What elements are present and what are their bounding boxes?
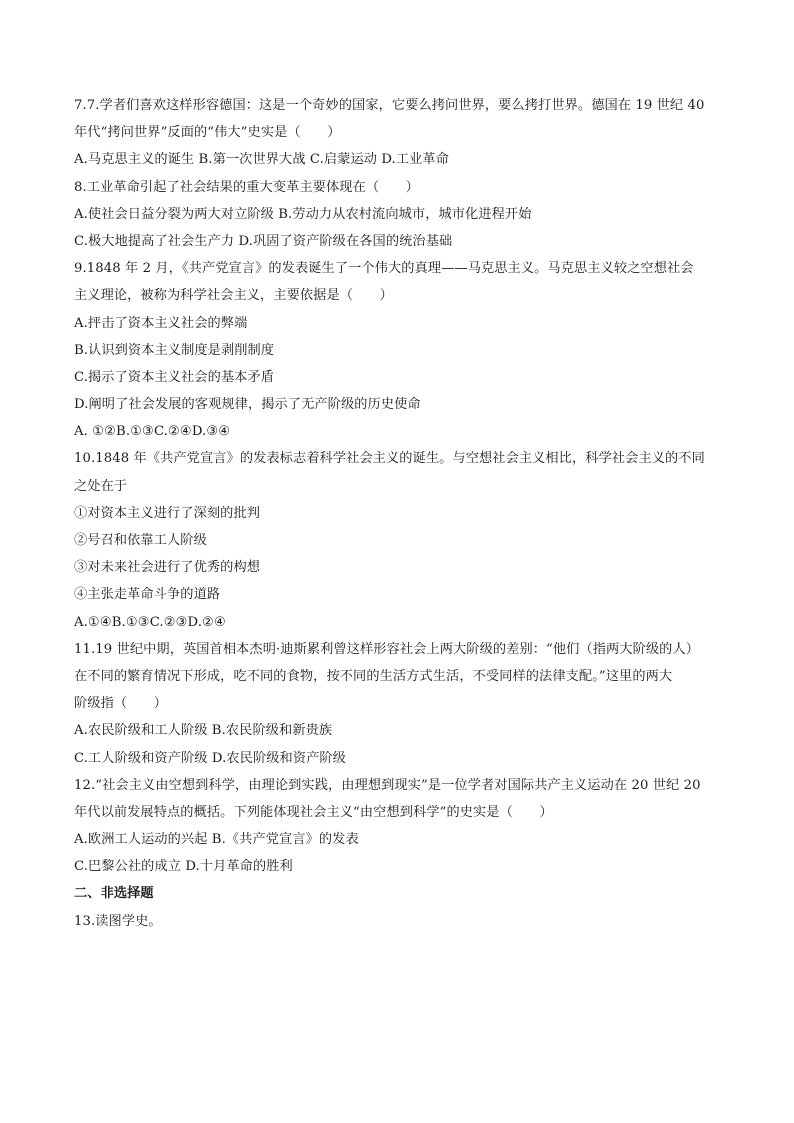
question-9-stem-line-2: 主义理论，被称为科学社会主义，主要依据是（ ） bbox=[74, 288, 393, 304]
question-9-item-b: B.认识到资本主义制度是剥削制度 bbox=[74, 342, 275, 358]
question-11-options-line-2: C.工人阶级和资产阶级 D.农民阶级和资产阶级 bbox=[74, 750, 346, 766]
question-11-options-line-1: A.农民阶级和工人阶级 B.农民阶级和新贵族 bbox=[74, 723, 333, 739]
question-12-options-line-2: C.巴黎公社的成立 D.十月革命的胜利 bbox=[74, 859, 293, 875]
question-10 bbox=[74, 445, 724, 635]
question-10-options: A.①④B.①③C.②③D.②④ bbox=[74, 614, 226, 630]
question-12-options-line-1: A.欧洲工人运动的兴起 B.《共产党宣言》的发表 bbox=[74, 832, 359, 848]
question-9-item-a: A.抨击了资本主义社会的弊端 bbox=[74, 315, 248, 331]
question-10-item-3: ③对未来社会进行了优秀的构想 bbox=[74, 560, 261, 576]
question-9-options: A. ①②B.①③C.②④D.③④ bbox=[74, 424, 231, 440]
question-7-stem-line-2: 年代“拷问世界”反面的“伟大”史实是（ ） bbox=[74, 125, 341, 141]
question-9 bbox=[74, 255, 724, 445]
question-10-item-1: ①对资本主义进行了深刻的批判 bbox=[74, 505, 261, 521]
document-page bbox=[74, 92, 724, 935]
question-9-item-d: D.阐明了社会发展的客观规律，揭示了无产阶级的历史使命 bbox=[74, 397, 421, 413]
question-11 bbox=[74, 636, 724, 772]
question-7-stem-line-1: 7.7.学者们喜欢这样形容德国：这是一个奇妙的国家，它要么拷问世界，要么拷打世界。德国在 19 世纪 40 bbox=[74, 98, 705, 113]
question-12-stem-line-1: 12.“社会主义由空想到科学，由理论到实践，由理想到现实”是一位学者对国际共产主义运动在 20 世纪 20 bbox=[74, 777, 701, 793]
question-8-options-line-1: A.使社会日益分裂为两大对立阶级 B.劳动力从农村流向城市，城市化进程开始 bbox=[74, 206, 532, 222]
question-11-stem-line-1: 11.19 世纪中期，英国首相本杰明·迪斯累利曾这样形容社会上两大阶级的差别：“他们（指两大阶级的人） bbox=[74, 641, 700, 657]
question-10-item-4: ④主张走革命斗争的道路 bbox=[74, 587, 221, 603]
question-10-stem-line-2: 之处在于 bbox=[74, 478, 128, 494]
question-8-stem: 8.工业革命引起了社会结果的重大变革主要体现在（ ） bbox=[74, 179, 419, 195]
question-8-options-line-2: C.极大地提高了社会生产力 D.巩固了资产阶级在各国的统治基础 bbox=[74, 233, 453, 249]
question-7-options: A.马克思主义的诞生 B.第一次世界大战 C.启蒙运动 D.工业革命 bbox=[74, 152, 449, 168]
question-10-stem-line-1: 10.1848 年《共产党宣言》的发表标志着科学社会主义的诞生。与空想社会主义相比，科学社会主义的不同 bbox=[74, 451, 705, 467]
question-10-item-2: ②号召和依靠工人阶级 bbox=[74, 533, 207, 548]
question-13-stem: 13.读图学史。 bbox=[74, 913, 162, 929]
question-12-stem-line-2: 年代以前发展特点的概括。下列能体现社会主义“由空想到科学”的史实是（ ） bbox=[74, 804, 553, 820]
question-7 bbox=[74, 92, 724, 174]
question-8 bbox=[74, 174, 724, 256]
question-9-item-c: C.揭示了资本主义社会的基本矛盾 bbox=[74, 369, 275, 385]
section-2-heading: 二、非选择题 bbox=[74, 886, 154, 902]
question-11-stem-line-2: 在不同的繁育情况下形成，吃不同的食物，按不同的生活方式生活，不受同样的法律支配。”这里的两大 bbox=[74, 668, 673, 684]
question-12 bbox=[74, 772, 724, 881]
question-9-stem-line-1: 9.1848 年 2 月，《共产党宣言》的发表诞生了一个伟大的真理——马克思主义。马克思主义较之空想社会 bbox=[74, 261, 694, 277]
question-11-stem-line-3: 阶级指（ ） bbox=[74, 696, 168, 712]
